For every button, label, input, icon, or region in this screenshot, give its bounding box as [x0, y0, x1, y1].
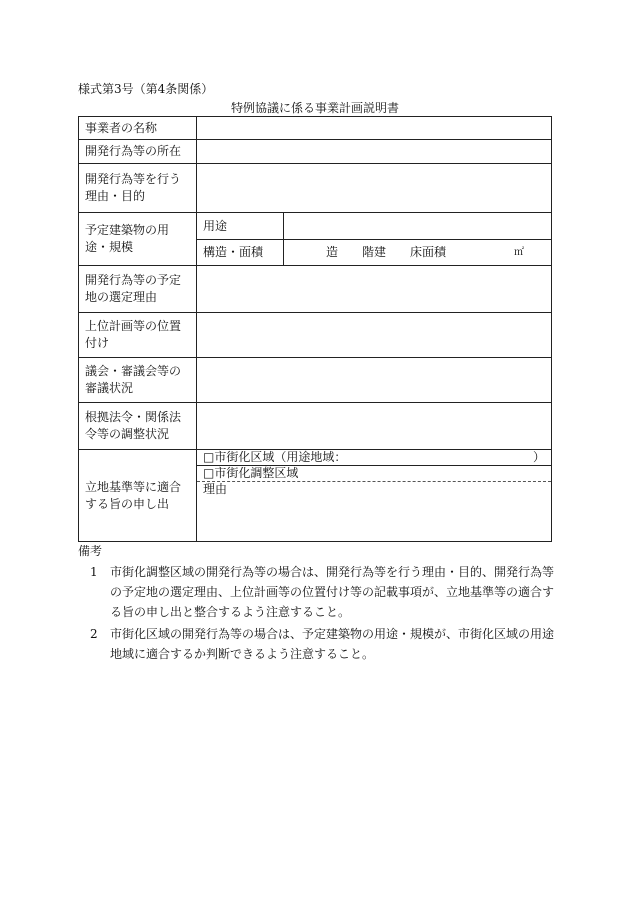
field-building-use[interactable]: [284, 213, 552, 240]
label-reason: 開発行為等を行う理由・目的: [79, 164, 197, 213]
note-item-1: [78, 562, 558, 622]
note-number: 2: [90, 627, 98, 641]
row-higher-plan: [79, 313, 552, 358]
label-building-use: 用途: [197, 213, 284, 240]
field-business-name[interactable]: [197, 117, 552, 140]
criteria-reason-line[interactable]: [197, 482, 551, 497]
row-business-name: [79, 117, 552, 140]
row-criteria: [79, 450, 552, 542]
label-council: 議会・審議会等の審議状況: [79, 358, 197, 403]
label-criteria: 立地基準等に適合する旨の申し出: [79, 450, 197, 542]
notes-heading: 備考: [78, 544, 103, 558]
row-council: [79, 358, 552, 403]
row-location: [79, 140, 552, 164]
label-site-selection: 開発行為等の予定地の選定理由: [79, 266, 197, 313]
label-building-structure: 構造・面積: [197, 240, 284, 266]
field-site-selection[interactable]: [197, 266, 552, 313]
label-building: 予定建築物の用途・規模: [79, 213, 197, 266]
label-business-name: 事業者の名称: [79, 117, 197, 140]
control-area-line[interactable]: [197, 466, 551, 482]
notes-section: [78, 542, 558, 664]
row-legal: [79, 403, 552, 450]
label-higher-plan: 上位計画等の位置付け: [79, 313, 197, 358]
floor-area-label: 床面積: [410, 245, 447, 259]
form-number: 様式第3号（第4条関係）: [78, 82, 214, 96]
area-unit: ㎡: [514, 247, 525, 258]
field-criteria[interactable]: [197, 450, 552, 542]
field-reason[interactable]: [197, 164, 552, 213]
floors-suffix: 階建: [362, 245, 387, 259]
structure-suffix: 造: [326, 245, 339, 259]
label-legal: 根拠法令・関係法令等の調整状況: [79, 403, 197, 450]
field-higher-plan[interactable]: [197, 313, 552, 358]
urbanization-area-line[interactable]: [197, 450, 551, 466]
note-item-2: [78, 624, 558, 664]
criteria-reason-label: 理由: [203, 482, 228, 496]
control-area-checkbox[interactable]: □市街化調整区域: [203, 466, 299, 480]
row-site-selection: [79, 266, 552, 313]
field-location[interactable]: [197, 140, 552, 164]
note-text: 市街化調整区域の開発行為等の場合は、開発行為等を行う理由・目的、開発行為等の予定地の選定理由、上位計画等の位置付け等の記載事項が、立地基準等の適合する旨の申し出と整合するよう注意すること。: [110, 565, 555, 619]
note-number: 1: [90, 565, 98, 579]
urbanization-area-checkbox[interactable]: □市街化区域（用途地域：: [203, 450, 347, 464]
document-title: 特例協議に係る事業計画説明書: [230, 101, 399, 115]
field-legal[interactable]: [197, 403, 552, 450]
field-council[interactable]: [197, 358, 552, 403]
label-location: 開発行為等の所在: [79, 140, 197, 164]
row-reason: [79, 164, 552, 213]
urbanization-area-close: ）: [532, 450, 545, 464]
note-text: 市街化区域の開発行為等の場合は、予定建築物の用途・規模が、市街化区域の用途地域に適合するか判断できるよう注意すること。: [110, 627, 555, 661]
field-building-structure[interactable]: [284, 240, 552, 266]
plan-form-table: [78, 116, 552, 542]
row-building-use: [79, 213, 552, 240]
